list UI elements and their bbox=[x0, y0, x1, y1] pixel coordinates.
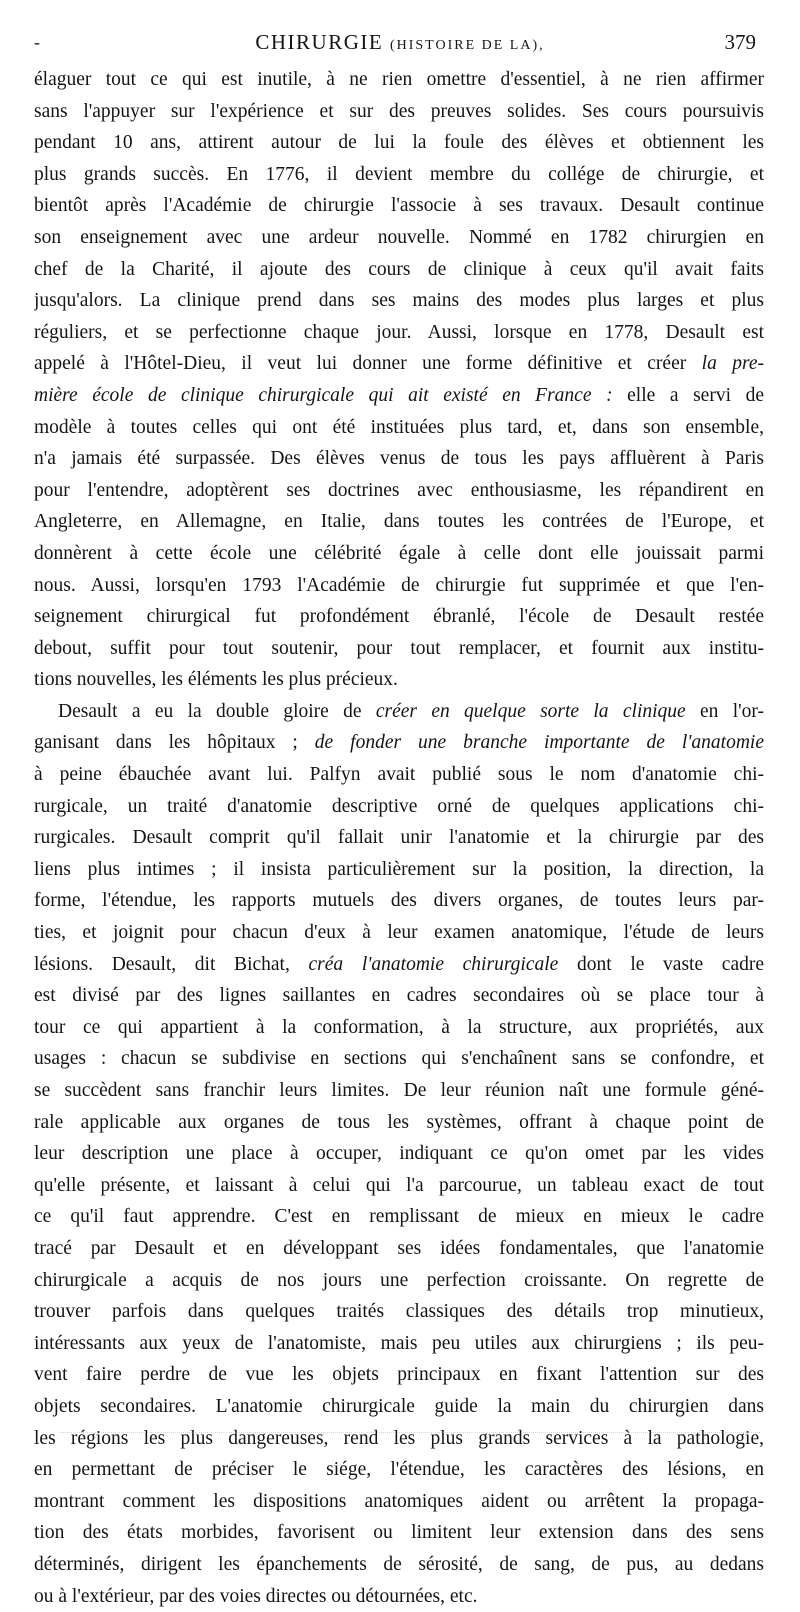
text-line: son enseignement avec une ardeur nouvelle. Nommé en 1782 chirurgien en bbox=[34, 222, 764, 254]
text-line: qu'elle présente, et laissant à celui qui l'a parcourue, un tableau exact de tout bbox=[34, 1170, 764, 1202]
italic-phrase: mière école de clinique chirurgicale qui ait existé en France : bbox=[34, 385, 613, 406]
text-line: pour l'entendre, adoptèrent ses doctrines avec enthousiasme, les répandirent en bbox=[34, 475, 764, 507]
italic-phrase: créer en quelque sorte la clinique bbox=[376, 701, 686, 722]
text-line-segment: lésions. Desault, dit Bichat, bbox=[34, 954, 290, 975]
text-line: plus grands succès. En 1776, il devient membre du collége de chirurgie, et bbox=[34, 159, 764, 191]
text-line: est divisé par des lignes saillantes en cadres secondaires où se place tour à bbox=[34, 980, 764, 1012]
text-line bbox=[34, 380, 764, 412]
running-header bbox=[34, 30, 766, 60]
text-line-segment: elle a servi de bbox=[613, 385, 764, 406]
header-title-sub: (HISTOIRE DE LA), bbox=[390, 38, 545, 53]
text-line: seignement chirurgical fut profondément ébranlé, l'école de Desault restée bbox=[34, 601, 764, 633]
text-line: ou à l'extérieur, par des voies directes ou détournées, etc. bbox=[34, 1581, 764, 1612]
page-number: 379 bbox=[725, 30, 757, 55]
text-line: n'a jamais été surpassée. Des élèves venus de tous les pays affluèrent à Paris bbox=[34, 443, 764, 475]
text-line: réguliers, et se perfectionne chaque jour. Aussi, lorsque en 1778, Desault est bbox=[34, 317, 764, 349]
text-line: Angleterre, en Allemagne, en Italie, dans toutes les contrées de l'Europe, et bbox=[34, 506, 764, 538]
header-dash: - bbox=[34, 32, 40, 53]
text-line: forme, l'étendue, les rapports mutuels des divers organes, de toutes leurs par- bbox=[34, 885, 764, 917]
text-line: rale applicable aux organes de tous les systèmes, offrant à chaque point de bbox=[34, 1107, 764, 1139]
text-line: modèle à toutes celles qui ont été instituées plus tard, et, dans son ensemble, bbox=[34, 412, 764, 444]
text-line: tracé par Desault et en développant ses idées fondamentales, que l'anatomie bbox=[34, 1233, 764, 1265]
text-line: se succèdent sans franchir leurs limites. De leur réunion naît une formule géné- bbox=[34, 1075, 764, 1107]
text-line: montrant comment les dispositions anatomiques aident ou arrêtent la propaga- bbox=[34, 1486, 764, 1518]
text-line bbox=[34, 727, 764, 759]
text-line: en permettant de préciser le siége, l'étendue, les caractères des lésions, en bbox=[34, 1454, 764, 1486]
text-line: chef de la Charité, il ajoute des cours de clinique à ceux qu'il avait faits bbox=[34, 254, 764, 286]
text-line: rurgicales. Desault comprit qu'il fallait unir l'anatomie et la chirurgie par des bbox=[34, 822, 764, 854]
italic-phrase: de fonder une branche importante de l'anatomie bbox=[315, 732, 764, 753]
text-line-segment: ganisant dans les hôpitaux ; bbox=[34, 732, 298, 753]
text-line: les régions les plus dangereuses, rend les plus grands services à la pathologie, bbox=[34, 1423, 764, 1455]
text-line bbox=[34, 949, 764, 981]
text-line: pendant 10 ans, attirent autour de lui la foule des élèves et obtiennent les bbox=[34, 127, 764, 159]
text-line: tions nouvelles, les éléments les plus précieux. bbox=[34, 664, 764, 696]
text-line bbox=[34, 696, 764, 728]
text-line: debout, suffit pour tout soutenir, pour tout remplacer, et fournit aux institu- bbox=[34, 633, 764, 665]
text-line: déterminés, dirigent les épanchements de sérosité, de sang, de pus, au dedans bbox=[34, 1549, 764, 1581]
text-line-segment: dont le vaste cadre bbox=[558, 954, 764, 975]
text-line: tion des états morbides, favorisent ou limitent leur extension dans des sens bbox=[34, 1517, 764, 1549]
italic-phrase: créa l'anatomie chirurgicale bbox=[309, 954, 559, 975]
text-line: à peine ébauchée avant lui. Palfyn avait publié sous le nom d'anatomie chi- bbox=[34, 759, 764, 791]
text-line: usages : chacun se subdivise en sections qui s'enchaînent sans se confondre, et bbox=[34, 1043, 764, 1075]
text-line: donnèrent à cette école une célébrité égale à celle dont elle jouissait parmi bbox=[34, 538, 764, 570]
text-line: sans l'appuyer sur l'expérience et sur des preuves solides. Ses cours poursuivis bbox=[34, 96, 764, 128]
text-line: leur description une place à occuper, indiquant ce qu'on omet par les vides bbox=[34, 1138, 764, 1170]
text-line: ties, et joignit pour chacun d'eux à leur examen anatomique, l'étude de leurs bbox=[34, 917, 764, 949]
text-line-segment: appelé à l'Hôtel-Dieu, il veut lui donner une forme définitive et créer bbox=[34, 353, 686, 374]
footer-speckle bbox=[60, 1432, 760, 1439]
text-line: nous. Aussi, lorsqu'en 1793 l'Académie de chirurgie fut supprimée et que l'en- bbox=[34, 570, 764, 602]
text-line: élaguer tout ce qui est inutile, à ne rien omettre d'essentiel, à ne rien affirmer bbox=[34, 64, 764, 96]
text-line: intéressants aux yeux de l'anatomiste, mais peu utiles aux chirurgiens ; ils peu- bbox=[34, 1328, 764, 1360]
text-line: objets secondaires. L'anatomie chirurgicale guide la main du chirurgien dans bbox=[34, 1391, 764, 1423]
text-line: vent faire perdre de vue les objets principaux en fixant l'attention sur des bbox=[34, 1359, 764, 1391]
text-line: liens plus intimes ; il insista particulièrement sur la position, la direction, la bbox=[34, 854, 764, 886]
text-line: rurgicale, un traité d'anatomie descriptive orné de quelques applications chi- bbox=[34, 791, 764, 823]
header-title bbox=[34, 30, 766, 55]
text-line: trouver parfois dans quelques traités classiques des détails trop minutieux, bbox=[34, 1296, 764, 1328]
text-line: ce qu'il faut apprendre. C'est en remplissant de mieux en mieux le cadre bbox=[34, 1201, 764, 1233]
italic-phrase: la pre- bbox=[702, 353, 764, 374]
text-line: bientôt après l'Académie de chirurgie l'associe à ses travaux. Desault continue bbox=[34, 190, 764, 222]
text-line bbox=[34, 348, 764, 380]
text-line: tour ce qui appartient à la conformation, à la structure, aux propriétés, aux bbox=[34, 1012, 764, 1044]
body-text bbox=[34, 64, 764, 1612]
text-line-segment: Desault a eu la double gloire de bbox=[58, 701, 362, 722]
text-line: jusqu'alors. La clinique prend dans ses mains des modes plus larges et plus bbox=[34, 285, 764, 317]
text-line: chirurgicale a acquis de nos jours une perfection croissante. On regrette de bbox=[34, 1265, 764, 1297]
header-title-main: CHIRURGIE bbox=[255, 30, 383, 54]
text-line-segment: en l'or- bbox=[686, 701, 764, 722]
